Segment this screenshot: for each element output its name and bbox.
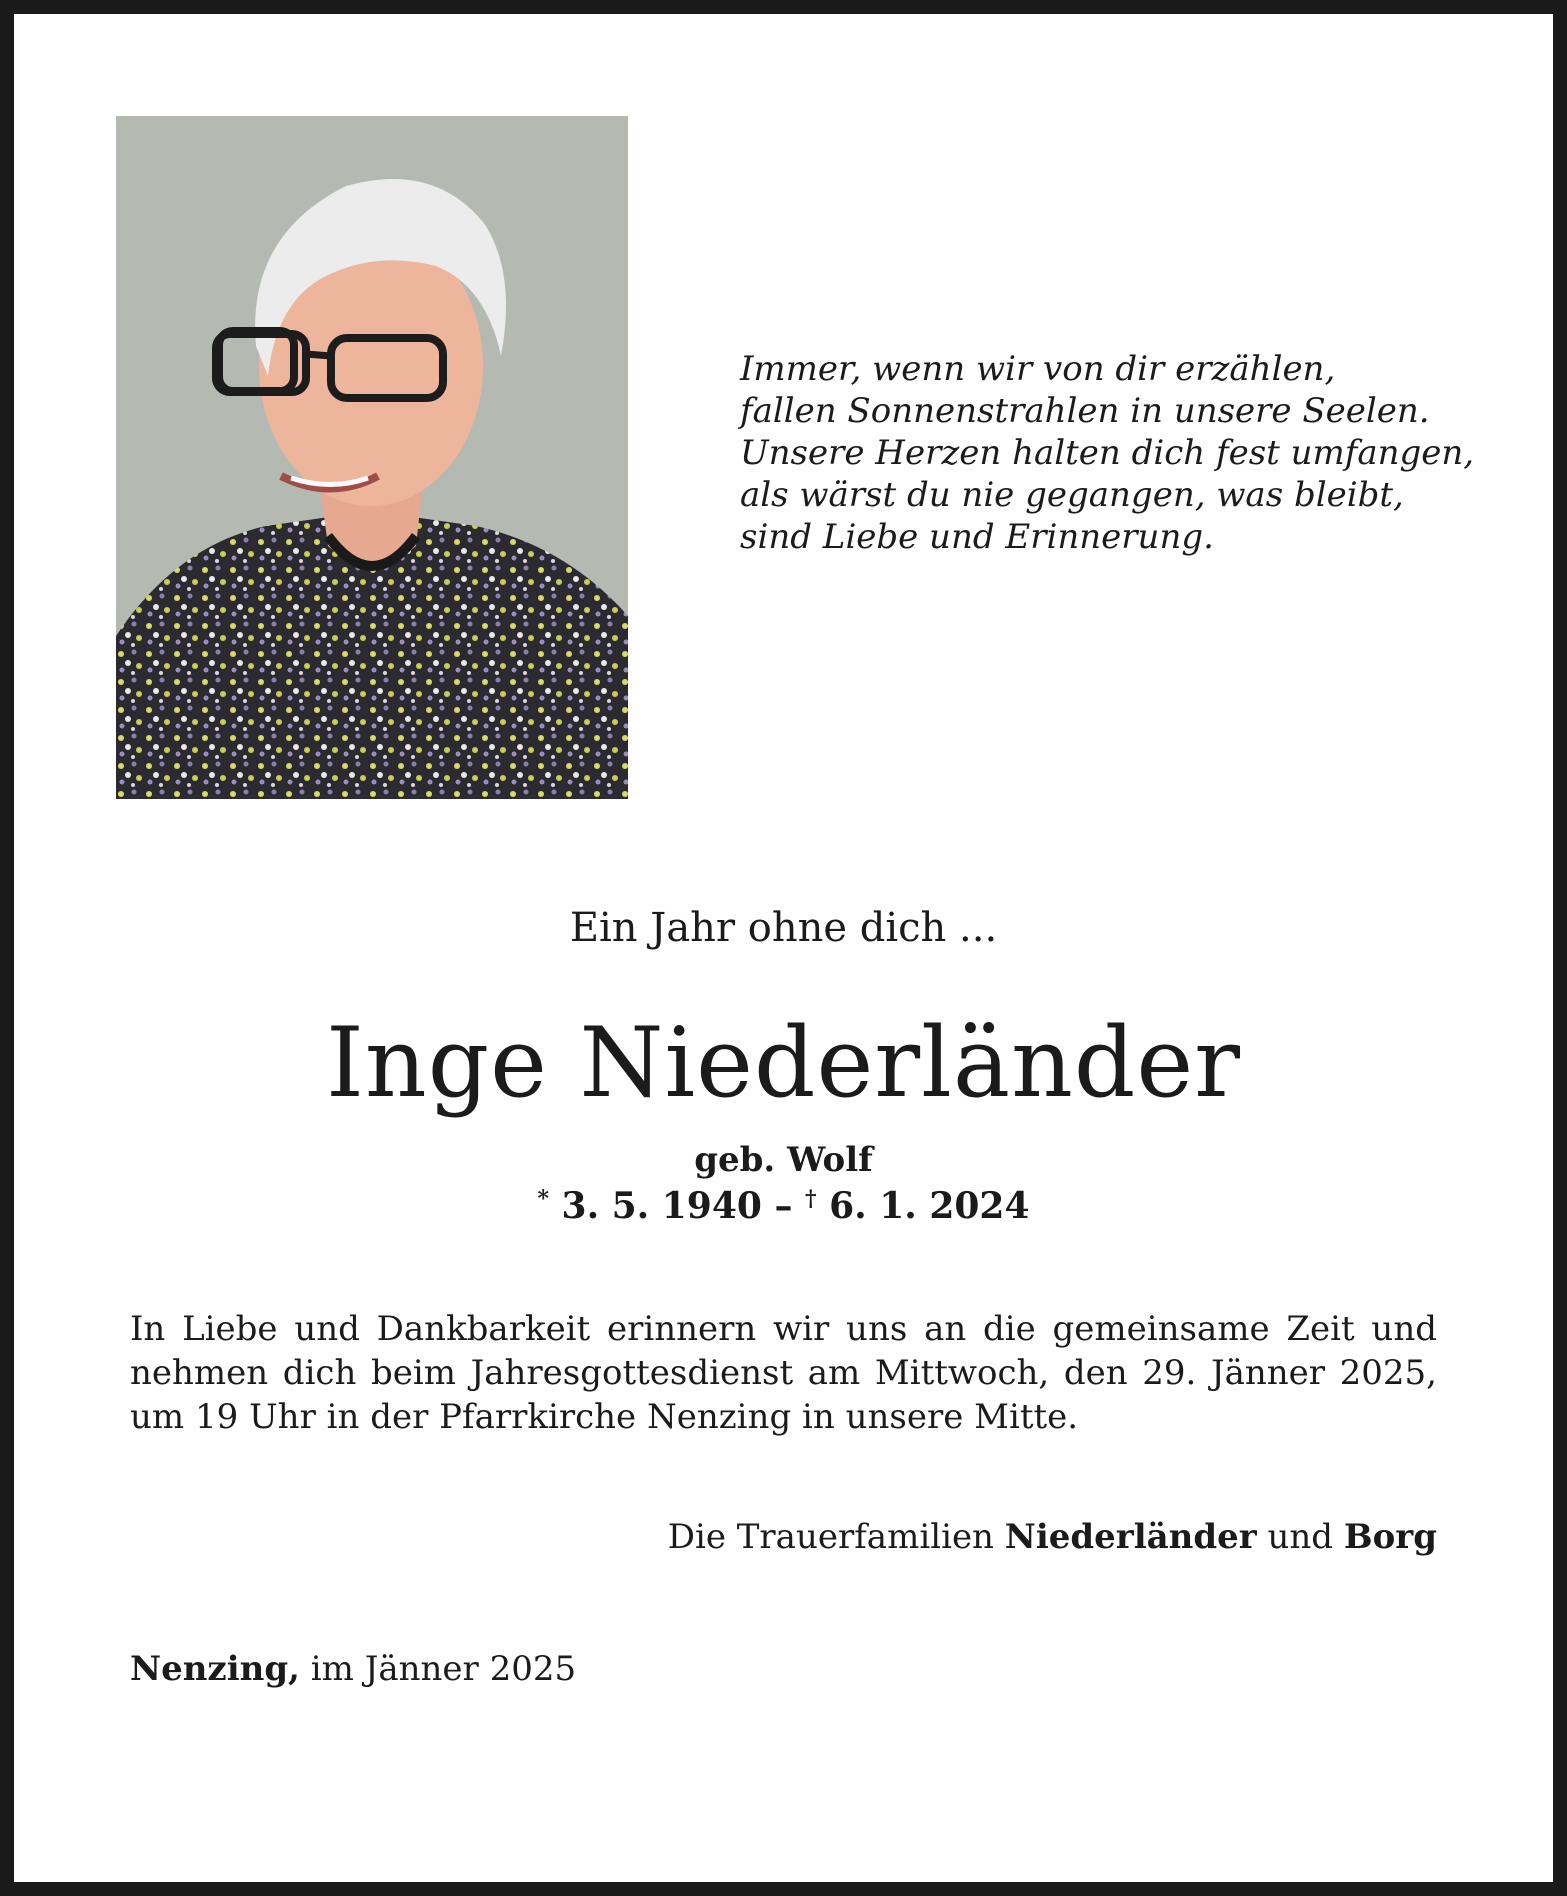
memorial-text-line: nehmen dich beim Jahresgottesdienst am Mittwoch, den 29. Jänner 2025,: [130, 1353, 1437, 1393]
memorial-text-line: In Liebe und Dankbarkeit erinnern wir uns an die gemeinsame Zeit und: [130, 1309, 1437, 1349]
memorial-text: [130, 1307, 1437, 1439]
poem-line: fallen Sonnenstrahlen in unsere Seelen.: [740, 391, 1430, 431]
place-date: [130, 1649, 576, 1689]
family-conjunction: und: [1256, 1517, 1344, 1557]
intro-line: Ein Jahr ohne dich ...: [569, 905, 998, 951]
family-signature: [500, 1517, 1437, 1557]
family-name-2: Borg: [1343, 1517, 1437, 1557]
place-date-text: im Jänner 2025: [299, 1649, 577, 1689]
death-symbol: †: [805, 1186, 817, 1212]
place-town: Nenzing,: [130, 1649, 300, 1689]
portrait-photo: [116, 116, 628, 799]
family-prefix: Die Trauerfamilien: [667, 1517, 1005, 1557]
maiden-name: geb. Wolf: [694, 1140, 873, 1180]
poem-line: Unsere Herzen halten dich fest umfangen,: [740, 433, 1475, 473]
memorial-poem: [740, 348, 1475, 558]
family-name-1: Niederländer: [1004, 1517, 1257, 1557]
memorial-text-line: um 19 Uhr in der Pfarrkirche Nenzing in unsere Mitte.: [130, 1397, 1079, 1437]
birth-date: 3. 5. 1940: [561, 1185, 762, 1227]
poem-line: Immer, wenn wir von dir erzählen,: [740, 349, 1336, 389]
death-date: 6. 1. 2024: [829, 1185, 1030, 1227]
date-separator: –: [761, 1185, 806, 1227]
deceased-name: Inge Niederländer: [325, 1007, 1242, 1119]
life-dates: [0, 1185, 1567, 1227]
birth-symbol: *: [537, 1186, 549, 1212]
poem-line: als wärst du nie gegangen, was bleibt,: [740, 475, 1404, 515]
poem-line: sind Liebe und Erinnerung.: [740, 517, 1214, 557]
